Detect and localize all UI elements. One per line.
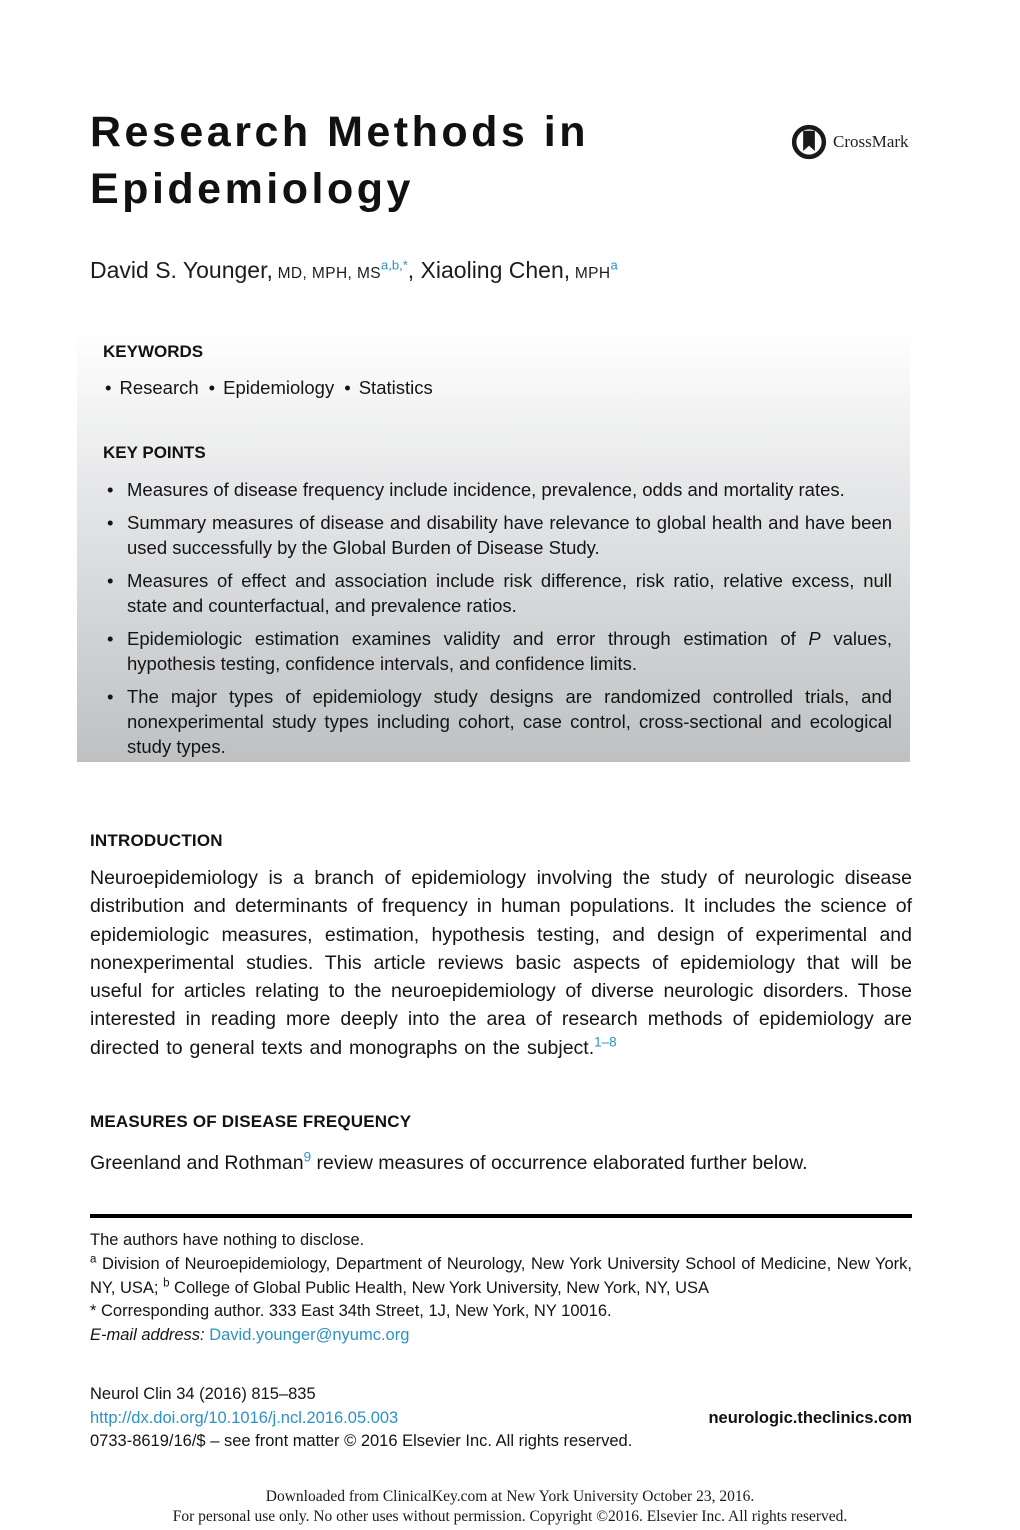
key-point-text: P	[808, 628, 821, 649]
keyword-item: Research	[119, 377, 199, 398]
article-title	[90, 104, 589, 218]
journal-site: neurologic.theclinics.com	[708, 1408, 912, 1427]
key-point-text: values, hypothesis testing, confidence intervals, and confidence limits.	[127, 628, 892, 674]
keywords-line	[103, 377, 892, 399]
crossmark-icon	[791, 124, 827, 160]
key-point-item	[103, 510, 892, 560]
download-notice	[0, 1487, 1020, 1527]
key-point-item	[103, 626, 892, 676]
author1-affiliation-sup[interactable]: a,b,*	[381, 257, 408, 273]
bullet-icon: •	[107, 512, 114, 533]
author2-degrees: MPH	[570, 265, 611, 282]
key-point-item	[103, 684, 892, 759]
introduction-heading: INTRODUCTION	[90, 831, 223, 850]
email-line	[90, 1324, 912, 1348]
affiliation-a-sup: a	[90, 1253, 97, 1266]
measures-text-before: Greenland and Rothman	[90, 1152, 304, 1174]
affiliations-note	[90, 1253, 912, 1301]
footnotes-block	[90, 1229, 912, 1348]
affiliation-b-sup: b	[163, 1277, 170, 1290]
bullet-icon: •	[107, 686, 114, 707]
key-point-item	[103, 568, 892, 618]
author-byline	[90, 257, 618, 284]
author1-name: David S. Younger,	[90, 257, 273, 283]
download-notice-line1: Downloaded from ClinicalKey.com at New York University October 23, 2016.	[265, 1488, 755, 1505]
author1-degrees: MD, MPH, MS	[272, 265, 382, 282]
article-title-line2: Epidemiology	[90, 165, 414, 213]
introduction-text: Neuroepidemiology is a branch of epidemiology involving the study of neurologic disease distribution and determinants of frequency in human populations. It includes the science of epidemiologic measures, estimation, hypothesis testing, and design of experimental and nonexperimental studies. This article reviews basic aspects of epidemiology that will be useful for articles relating to the neuroepidemiology of diverse neurologic disorders. Those interested in reading more deeply into the area of research methods of epidemiology are directed to general texts and monographs on the subject.	[90, 867, 912, 1059]
crossmark-badge[interactable]	[791, 124, 909, 160]
key-points-heading: KEY POINTS	[103, 443, 206, 462]
keywords-keypoints-box	[77, 330, 910, 762]
journal-info-block	[90, 1383, 912, 1454]
bullet-icon: •	[107, 479, 114, 500]
measures-reference-sup[interactable]: 9	[303, 1149, 312, 1165]
measures-text-after: review measures of occurrence elaborated further below.	[311, 1152, 808, 1174]
author2-affiliation-sup[interactable]: a	[610, 257, 618, 273]
email-link[interactable]: David.younger@nyumc.org	[209, 1326, 410, 1345]
key-points-list	[103, 477, 892, 759]
journal-citation: Neurol Clin 34 (2016) 815–835	[90, 1385, 316, 1403]
keywords-heading: KEYWORDS	[103, 342, 204, 361]
keyword-bullet-icon: •	[208, 377, 216, 398]
key-point-item	[103, 477, 892, 502]
key-point-text: The major types of epidemiology study designs are randomized controlled trials, and nonexperimental study types including cohort, case control, cross-sectional and ecological study types.	[127, 686, 892, 757]
measures-heading: MEASURES OF DISEASE FREQUENCY	[90, 1112, 412, 1131]
bullet-icon: •	[107, 570, 114, 591]
key-point-text: Measures of effect and association include risk difference, risk ratio, relative excess, null state and counterfactual, and prevalence ratios.	[127, 570, 892, 616]
byline-separator: ,	[407, 257, 421, 283]
corresponding-author-note: * Corresponding author. 333 East 34th Street, 1J, New York, NY 10016.	[90, 1302, 612, 1321]
doi-link[interactable]: http://dx.doi.org/10.1016/j.ncl.2016.05.003	[90, 1408, 399, 1427]
affiliation-a-text: Division of Neuroepidemiology, Department of Neurology, New York University School of Medicine, New York, NY, USA;	[90, 1254, 912, 1297]
crossmark-label: CrossMark	[833, 132, 909, 151]
author2-name: Xiaoling Chen,	[420, 257, 571, 283]
doi-row	[90, 1407, 912, 1431]
disclosure-note: The authors have nothing to disclose.	[90, 1231, 365, 1249]
introduction-reference-sup[interactable]: 1–8	[594, 1034, 617, 1050]
keyword-item: Statistics	[358, 377, 433, 398]
keyword-bullet-icon: •	[344, 377, 351, 398]
rights-line: 0733-8619/16/$ – see front matter © 2016 Elsevier Inc. All rights reserved.	[90, 1432, 633, 1450]
email-label: E-mail address:	[90, 1326, 205, 1345]
footnote-divider	[90, 1214, 912, 1218]
keyword-bullet-icon: •	[105, 377, 112, 398]
introduction-paragraph	[90, 864, 912, 1062]
bullet-icon: •	[107, 628, 114, 649]
affiliation-b-text: College of Global Public Health, New York University, New York, NY, USA	[169, 1278, 710, 1297]
download-notice-line2: For personal use only. No other uses without permission. Copyright ©2016. Elsevier Inc. All rights reserved.	[172, 1508, 848, 1525]
key-point-text: Summary measures of disease and disability have relevance to global health and have been used successfully by the Global Burden of Disease Study.	[127, 512, 892, 558]
keyword-item: Epidemiology	[223, 377, 335, 398]
key-point-text: Measures of disease frequency include incidence, prevalence, odds and mortality rates.	[127, 479, 845, 500]
measures-paragraph	[90, 1149, 912, 1177]
article-title-line1: Research Methods in	[90, 108, 589, 156]
key-point-text: Epidemiologic estimation examines validity and error through estimation of	[127, 628, 809, 649]
